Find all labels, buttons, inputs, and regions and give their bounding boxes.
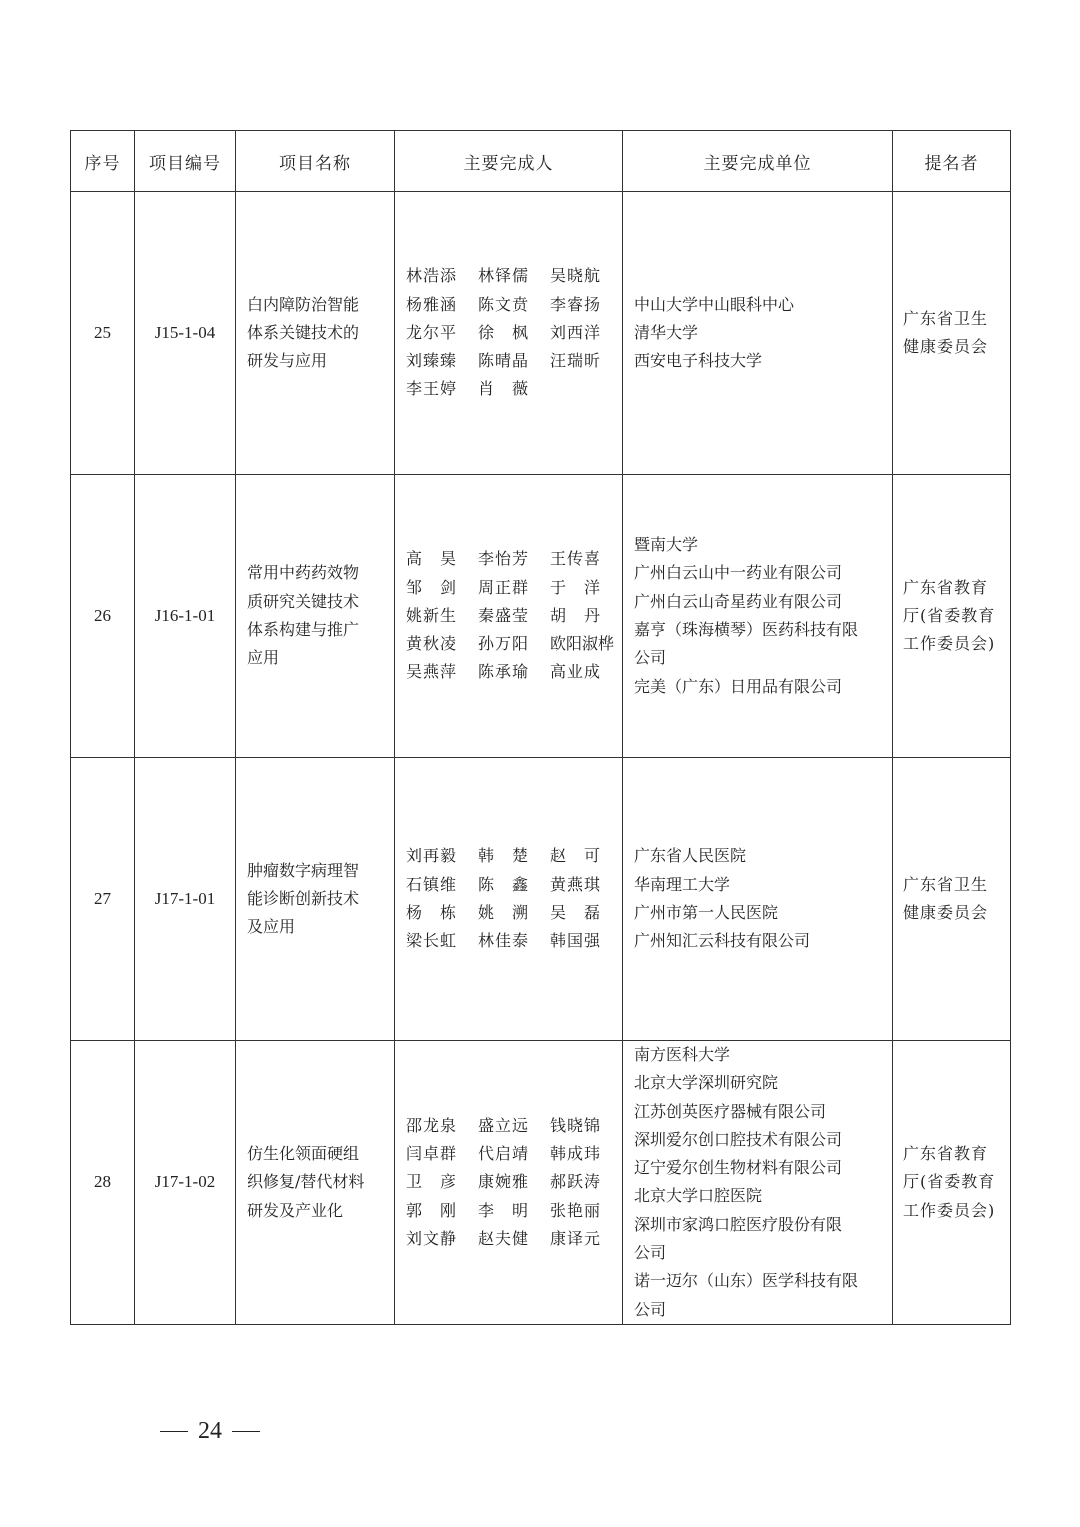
row-project-code: J17-1-02 [135,1041,236,1325]
row-seq: 25 [71,192,135,475]
page-dash-right [232,1431,260,1433]
table-row [71,1041,1011,1325]
row-project-code: J15-1-04 [135,192,236,475]
header-project-name: 项目名称 [236,131,395,192]
row-project-name: 仿生化领面硬组 织修复/替代材料 研发及产业化 [236,1041,395,1325]
row-nominator: 广东省教育 厅(省委教育 工作委员会) [893,1041,1011,1325]
row-persons: 刘再毅 韩 楚 赵 可 石镇维 陈 鑫 黄燕琪 杨 栋 姚 溯 吴 磊 梁长虹 林佳泰 韩国强 [395,758,623,1041]
table-header-row [71,131,1011,192]
row-seq: 28 [71,1041,135,1325]
header-project-code: 项目编号 [135,131,236,192]
header-seq: 序号 [71,131,135,192]
table-row [71,475,1011,758]
row-nominator: 广东省卫生 健康委员会 [893,192,1011,475]
row-project-code: J17-1-01 [135,758,236,1041]
row-project-name: 常用中药药效物 质研究关键技术 体系构建与推广 应用 [236,475,395,758]
header-main-completers: 主要完成人 [395,131,623,192]
row-persons: 林浩添 林铎儒 吴晓航 杨雅涵 陈文贲 李睿扬 龙尔平 徐 枫 刘西洋 刘臻臻 陈晴晶 汪瑞昕 李王婷 肖 薇 [395,192,623,475]
row-project-name: 肿瘤数字病理智 能诊断创新技术 及应用 [236,758,395,1041]
row-units: 广东省人民医院 华南理工大学 广州市第一人民医院 广州知汇云科技有限公司 [623,758,893,1041]
row-nominator: 广东省卫生 健康委员会 [893,758,1011,1041]
row-seq: 27 [71,758,135,1041]
row-nominator: 广东省教育 厅(省委教育 工作委员会) [893,475,1011,758]
row-units: 南方医科大学 北京大学深圳研究院 江苏创英医疗器械有限公司 深圳爱尔创口腔技术有限公司 辽宁爱尔创生物材料有限公司 北京大学口腔医院 深圳市家鸿口腔医疗股份有限 公司 诺一迈尔（山东）医学科技有限 公司 [623,1041,893,1325]
header-main-units: 主要完成单位 [623,131,893,192]
row-units: 中山大学中山眼科中心 清华大学 西安电子科技大学 [623,192,893,475]
header-nominator: 提名者 [893,131,1011,192]
award-projects-table [70,130,1011,1325]
row-seq: 26 [71,475,135,758]
page-number-value: 24 [198,1418,222,1444]
row-project-name: 白内障防治智能 体系关键技术的 研发与应用 [236,192,395,475]
page-dash-left [160,1431,188,1433]
table-row [71,758,1011,1041]
table-row [71,192,1011,475]
row-persons: 邵龙泉 盛立远 钱晓锦 闫卓群 代启靖 韩成玮 卫 彦 康婉雅 郝跃涛 郭 刚 李 明 张艳丽 刘文静 赵夫健 康译元 [395,1041,623,1325]
row-persons: 高 昊 李怡芳 王传喜 邹 剑 周正群 于 洋 姚新生 秦盛莹 胡 丹 黄秋凌 孙万阳 欧阳淑桦 吴燕萍 陈承瑜 高业成 [395,475,623,758]
row-project-code: J16-1-01 [135,475,236,758]
row-units: 暨南大学 广州白云山中一药业有限公司 广州白云山奇星药业有限公司 嘉亨（珠海横琴）医药科技有限 公司 完美（广东）日用品有限公司 [623,475,893,758]
page-number [160,1418,260,1445]
